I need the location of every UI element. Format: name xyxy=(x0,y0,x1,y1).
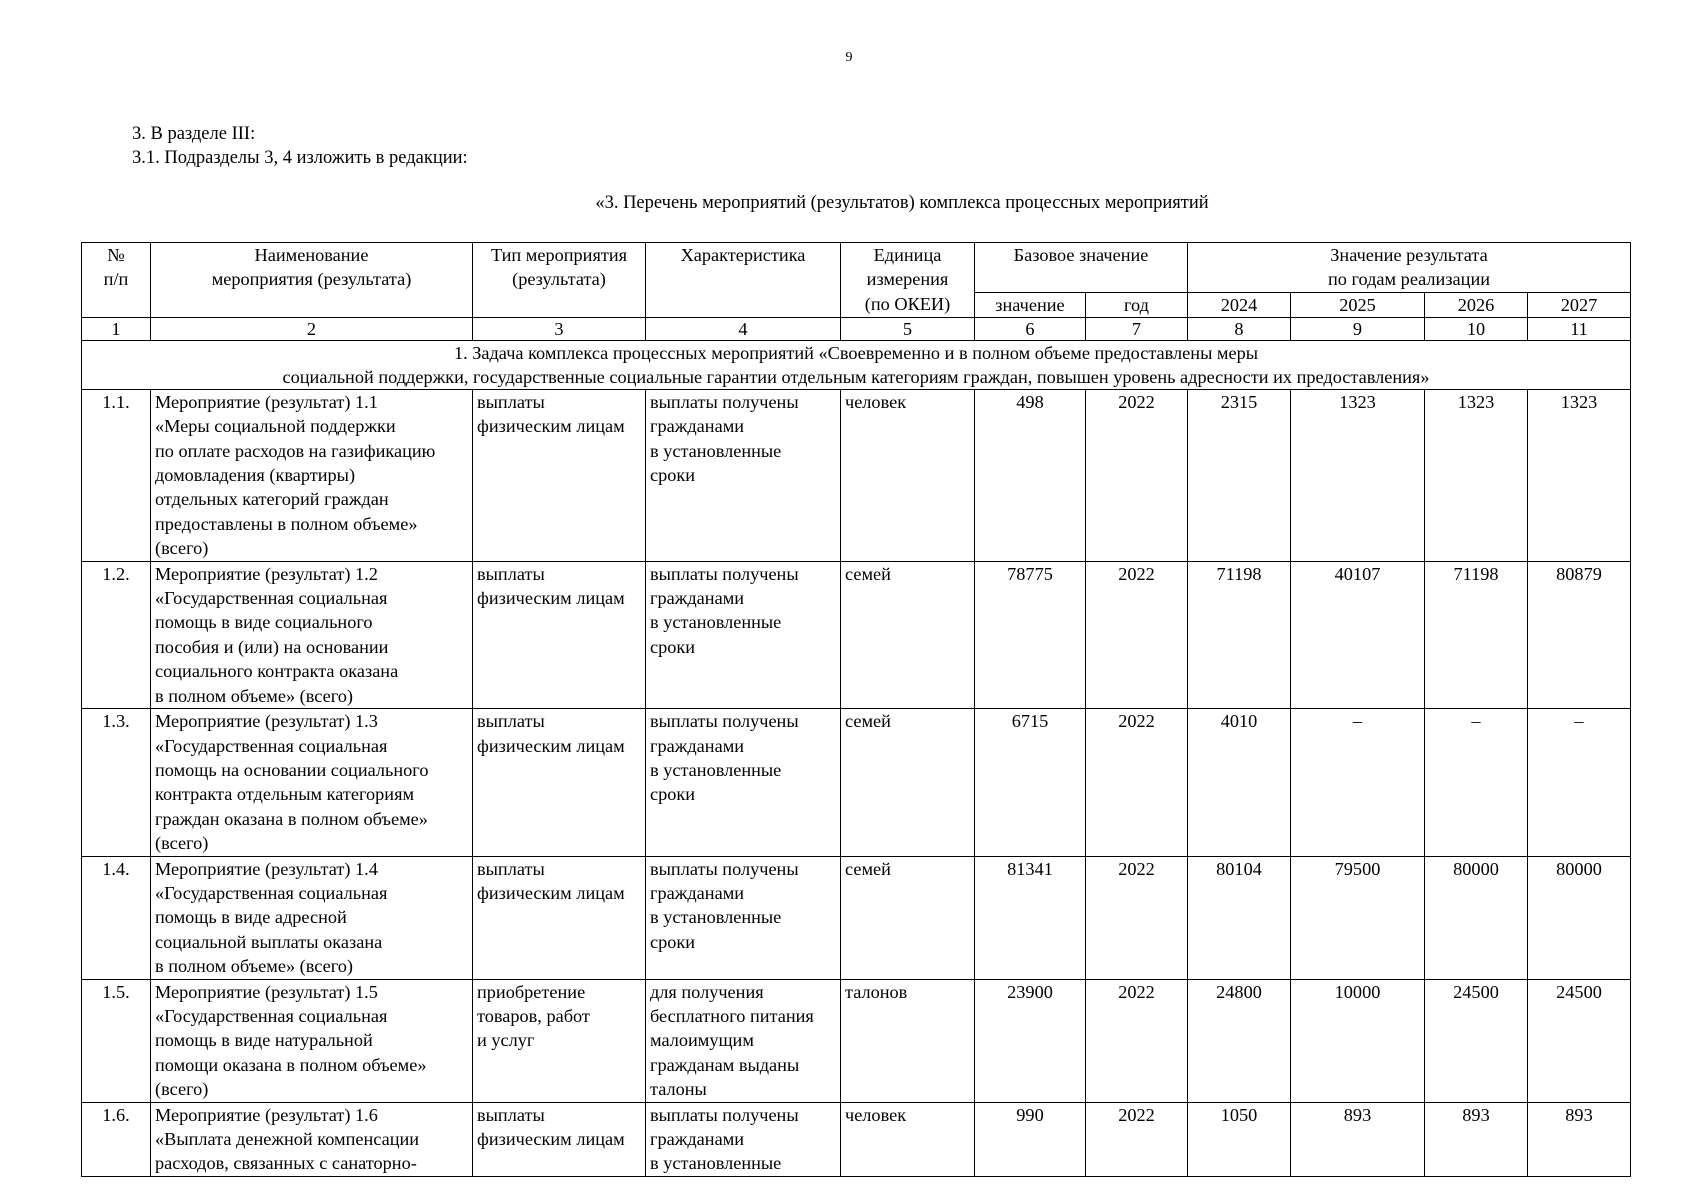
header-characteristic: Характеристика xyxy=(646,243,841,318)
row-value-2025: 10000 xyxy=(1291,979,1425,1102)
header-base: Базовое значение xyxy=(975,243,1188,293)
row-name: Мероприятие (результат) 1.3 «Государственная социальная помощь на основании социального контракта отдельным категориям граждан оказана в полном объеме» (всего) xyxy=(151,709,473,856)
row-characteristic: для получения бесплатного питания малоимущим гражданам выданы талоны xyxy=(646,979,841,1102)
column-number: 11 xyxy=(1528,317,1631,340)
task-heading xyxy=(82,340,1631,389)
row-unit: семей xyxy=(841,709,975,856)
header-name: Наименование мероприятия (результата) xyxy=(151,243,473,318)
table-row xyxy=(82,1102,1631,1176)
column-number: 7 xyxy=(1086,317,1188,340)
column-number: 10 xyxy=(1425,317,1528,340)
measures-table xyxy=(81,242,1631,1177)
task-line-2: социальной поддержки, государственные социальные гарантии отдельным категориям граждан, повышен уровень адресности их предоставления» xyxy=(282,366,1430,387)
row-base-year: 2022 xyxy=(1086,709,1188,856)
row-type: выплаты физическим лицам xyxy=(473,389,646,561)
row-unit: человек xyxy=(841,1102,975,1176)
row-base-year: 2022 xyxy=(1086,561,1188,708)
row-name: Мероприятие (результат) 1.1 «Меры социальной поддержки по оплате расходов на газификацию домовладения (квартиры) отдельных категорий граждан предоставлены в полном объеме» (всего) xyxy=(151,389,473,561)
row-name: Мероприятие (результат) 1.6 «Выплата денежной компенсации расходов, связанных с санаторно- xyxy=(151,1102,473,1176)
header-year-2025: 2025 xyxy=(1291,292,1425,317)
row-base-year: 2022 xyxy=(1086,979,1188,1102)
row-value-2025: 40107 xyxy=(1291,561,1425,708)
row-value-2026: – xyxy=(1425,709,1528,856)
row-base-value: 990 xyxy=(975,1102,1086,1176)
row-characteristic: выплаты получены гражданами в установленные сроки xyxy=(646,561,841,708)
row-value-2025: – xyxy=(1291,709,1425,856)
row-characteristic: выплаты получены гражданами в установленные сроки xyxy=(646,709,841,856)
row-value-2026: 893 xyxy=(1425,1102,1528,1176)
row-characteristic: выплаты получены гражданами в установленные xyxy=(646,1102,841,1176)
column-number: 3 xyxy=(473,317,646,340)
header-num: № п/п xyxy=(82,243,151,318)
row-base-year: 2022 xyxy=(1086,856,1188,979)
row-name: Мероприятие (результат) 1.5 «Государственная социальная помощь в виде натуральной помощи оказана в полном объеме» (всего) xyxy=(151,979,473,1102)
row-value-2024: 80104 xyxy=(1188,856,1291,979)
row-value-2027: 80879 xyxy=(1528,561,1631,708)
section-title: «3. Перечень мероприятий (результатов) комплекса процессных мероприятий xyxy=(595,193,1209,213)
row-value-2025: 1323 xyxy=(1291,389,1425,561)
row-name: Мероприятие (результат) 1.4 «Государственная социальная помощь в виде адресной социальной выплаты оказана в полном объеме» (всего) xyxy=(151,856,473,979)
row-value-2027: 24500 xyxy=(1528,979,1631,1102)
row-num: 1.6. xyxy=(82,1102,151,1176)
header-base-value: значение xyxy=(975,292,1086,317)
page-number: 9 xyxy=(845,50,853,65)
row-value-2024: 1050 xyxy=(1188,1102,1291,1176)
header-year-2026: 2026 xyxy=(1425,292,1528,317)
table-row xyxy=(82,561,1631,708)
table-row xyxy=(82,709,1631,856)
header-result: Значение результата по годам реализации xyxy=(1188,243,1631,293)
intro-text xyxy=(132,122,468,170)
table-row xyxy=(82,979,1631,1102)
row-num: 1.2. xyxy=(82,561,151,708)
table-row xyxy=(82,856,1631,979)
row-value-2025: 79500 xyxy=(1291,856,1425,979)
header-year-2027: 2027 xyxy=(1528,292,1631,317)
intro-line-1: 3. В разделе III: xyxy=(132,124,256,144)
row-type: выплаты физическим лицам xyxy=(473,561,646,708)
row-num: 1.4. xyxy=(82,856,151,979)
header-base-year: год xyxy=(1086,292,1188,317)
table-row xyxy=(82,389,1631,561)
row-type: приобретение товаров, работ и услуг xyxy=(473,979,646,1102)
row-base-value: 81341 xyxy=(975,856,1086,979)
column-number: 8 xyxy=(1188,317,1291,340)
row-base-value: 498 xyxy=(975,389,1086,561)
row-value-2027: 893 xyxy=(1528,1102,1631,1176)
intro-line-2: 3.1. Подразделы 3, 4 изложить в редакции: xyxy=(132,148,468,168)
row-type: выплаты физическим лицам xyxy=(473,1102,646,1176)
row-name: Мероприятие (результат) 1.2 «Государственная социальная помощь в виде социального пособия и (или) на основании социального контракта оказана в полном объеме» (всего) xyxy=(151,561,473,708)
row-base-value: 23900 xyxy=(975,979,1086,1102)
row-value-2025: 893 xyxy=(1291,1102,1425,1176)
row-unit: семей xyxy=(841,856,975,979)
row-unit: семей xyxy=(841,561,975,708)
row-value-2024: 24800 xyxy=(1188,979,1291,1102)
row-type: выплаты физическим лицам xyxy=(473,856,646,979)
row-value-2027: 1323 xyxy=(1528,389,1631,561)
header-type: Тип мероприятия (результата) xyxy=(473,243,646,318)
header-unit: Единица измерения (по ОКЕИ) xyxy=(841,243,975,318)
column-number: 5 xyxy=(841,317,975,340)
row-value-2026: 71198 xyxy=(1425,561,1528,708)
column-number: 9 xyxy=(1291,317,1425,340)
row-value-2024: 4010 xyxy=(1188,709,1291,856)
row-value-2027: 80000 xyxy=(1528,856,1631,979)
column-number: 2 xyxy=(151,317,473,340)
row-value-2026: 24500 xyxy=(1425,979,1528,1102)
row-unit: человек xyxy=(841,389,975,561)
row-type: выплаты физическим лицам xyxy=(473,709,646,856)
row-num: 1.5. xyxy=(82,979,151,1102)
row-num: 1.1. xyxy=(82,389,151,561)
row-base-year: 2022 xyxy=(1086,1102,1188,1176)
row-characteristic: выплаты получены гражданами в установленные сроки xyxy=(646,389,841,561)
row-value-2026: 1323 xyxy=(1425,389,1528,561)
row-base-value: 6715 xyxy=(975,709,1086,856)
column-number: 1 xyxy=(82,317,151,340)
row-value-2027: – xyxy=(1528,709,1631,856)
row-base-year: 2022 xyxy=(1086,389,1188,561)
column-number: 6 xyxy=(975,317,1086,340)
table-body xyxy=(82,389,1631,1176)
row-characteristic: выплаты получены гражданами в установленные сроки xyxy=(646,856,841,979)
task-row xyxy=(82,340,1631,389)
row-value-2024: 2315 xyxy=(1188,389,1291,561)
row-num: 1.3. xyxy=(82,709,151,856)
header-year-2024: 2024 xyxy=(1188,292,1291,317)
row-value-2026: 80000 xyxy=(1425,856,1528,979)
column-numbers-row xyxy=(82,317,1631,340)
task-line-1: 1. Задача комплекса процессных мероприятий «Своевременно и в полном объеме предоставлены меры xyxy=(453,342,1259,363)
row-unit: талонов xyxy=(841,979,975,1102)
row-value-2024: 71198 xyxy=(1188,561,1291,708)
column-number: 4 xyxy=(646,317,841,340)
row-base-value: 78775 xyxy=(975,561,1086,708)
